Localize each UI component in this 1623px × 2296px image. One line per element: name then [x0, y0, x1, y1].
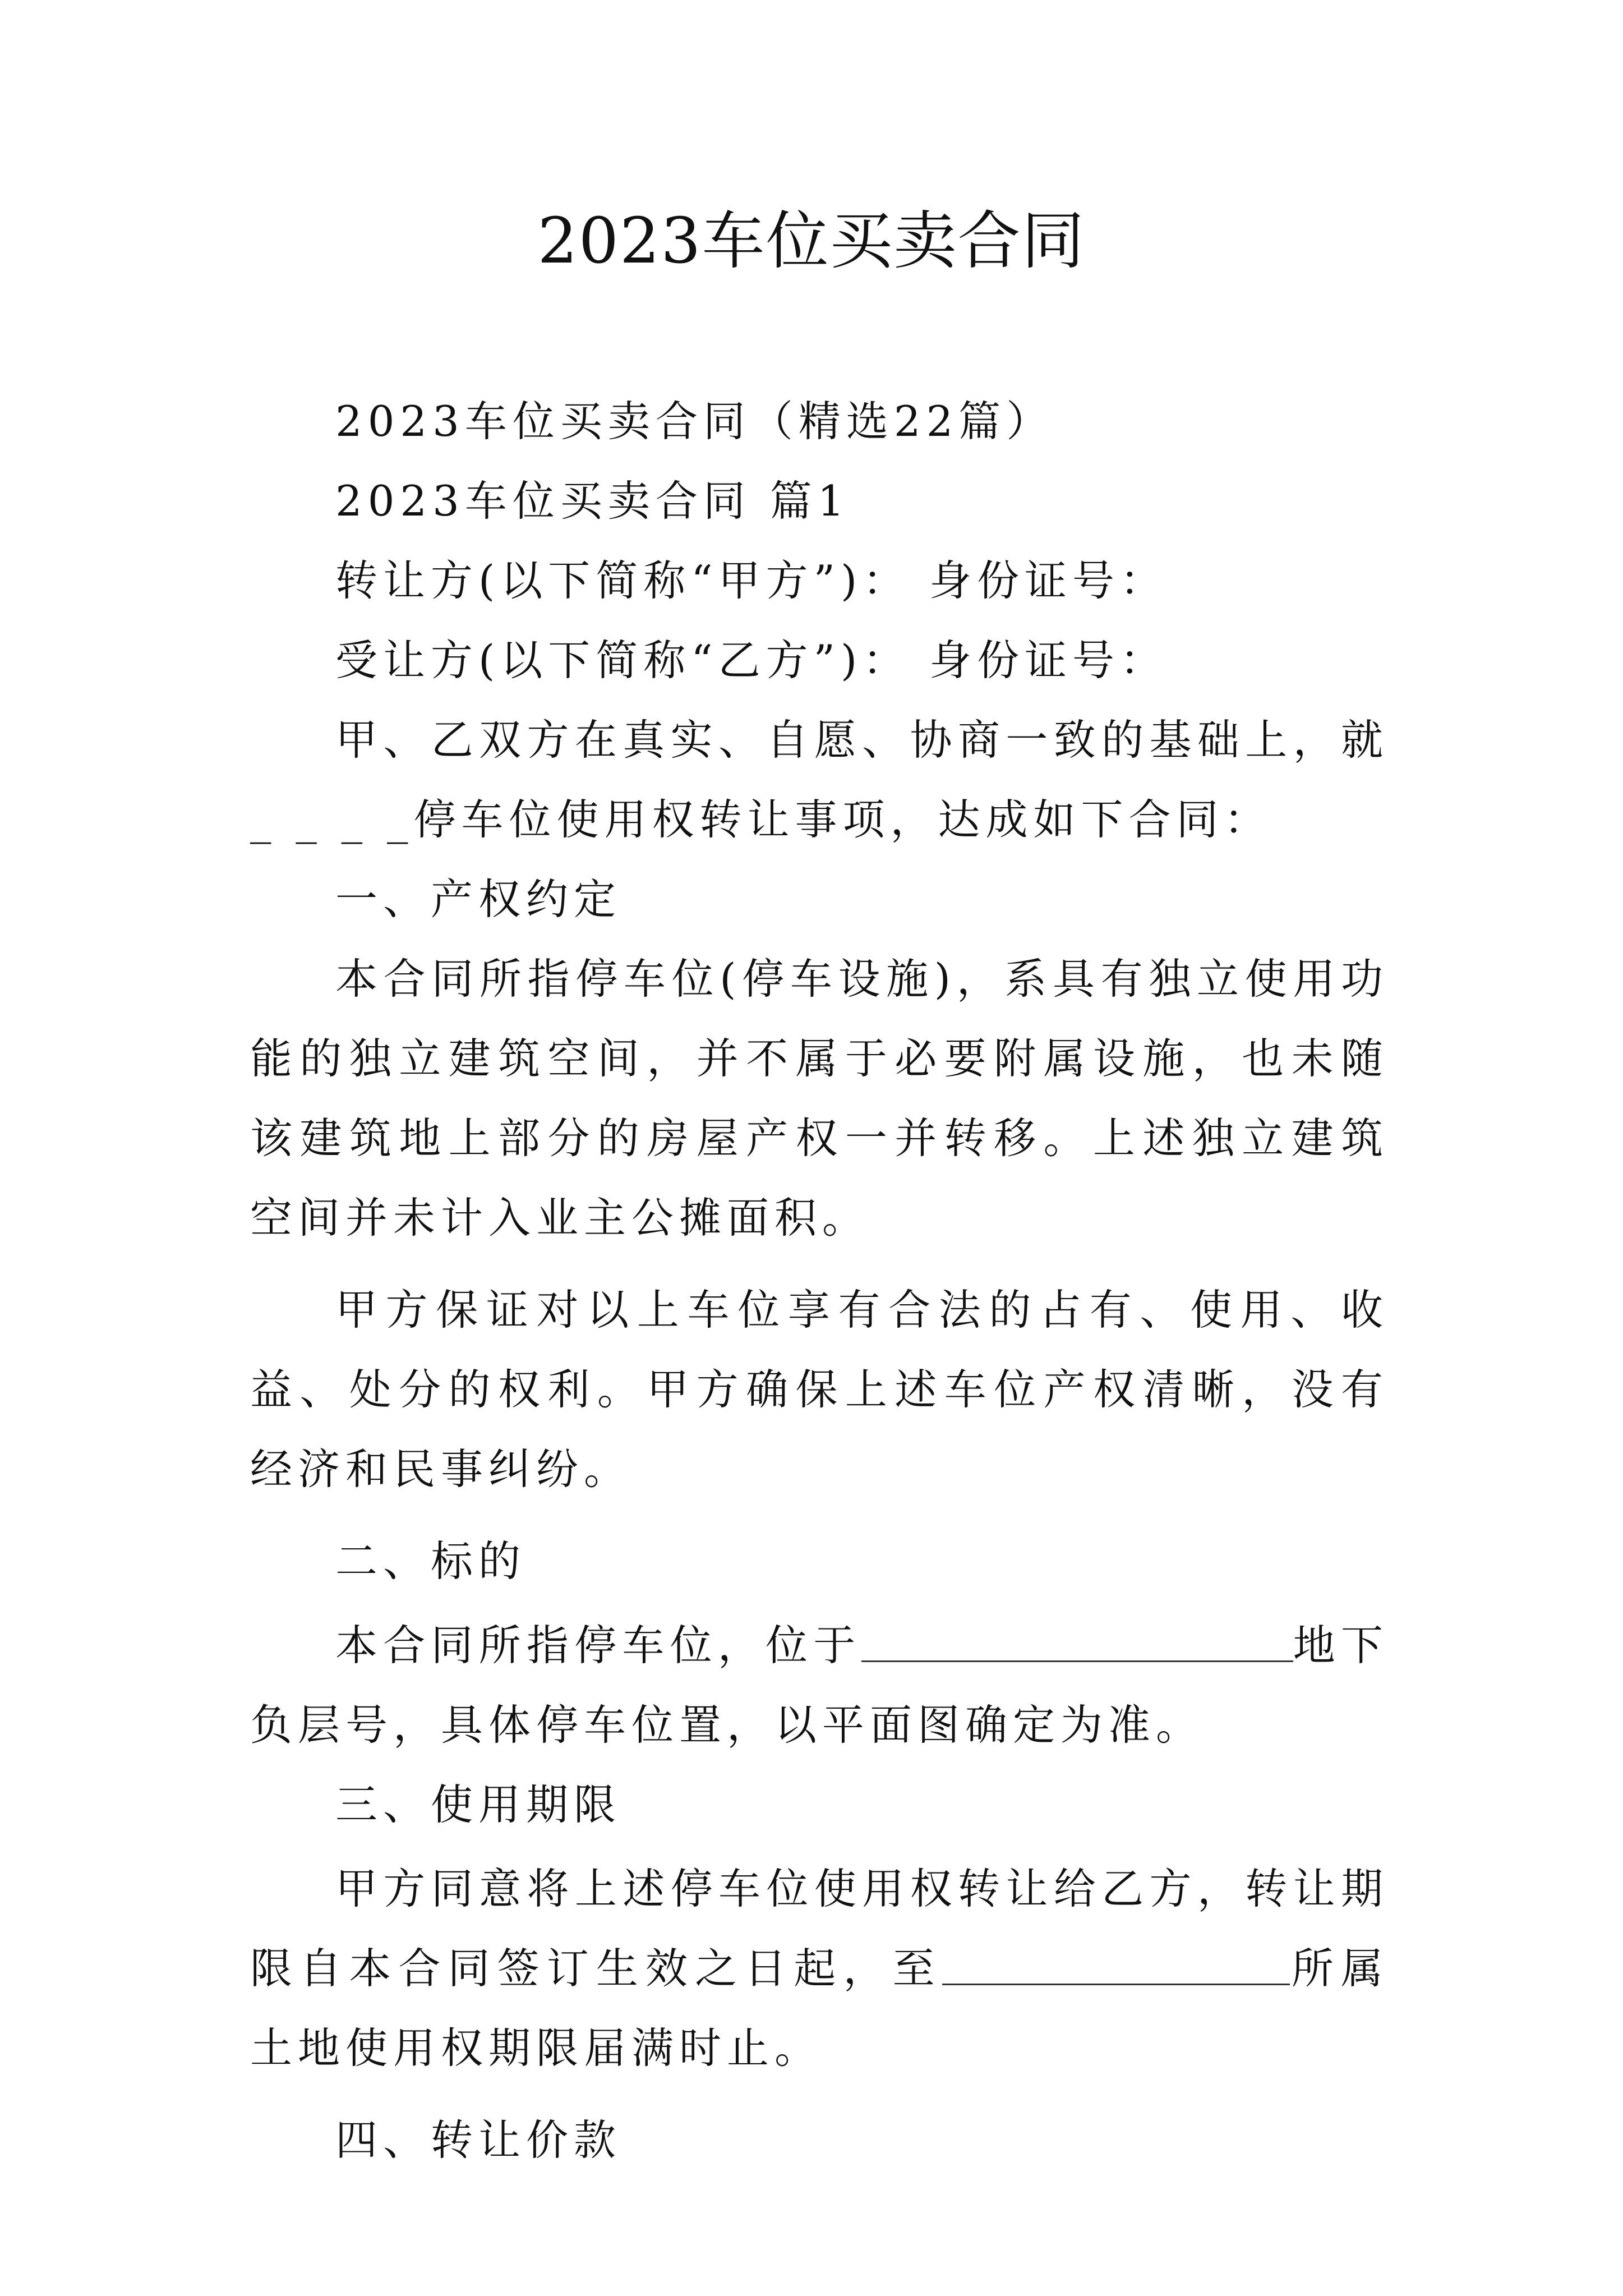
subject-paragraph	[250, 1605, 1389, 1765]
subject-text-2: 地下负层号，具体停车位置，以平面图确定为准。	[250, 1621, 1389, 1750]
transferor-line: 转让方(以下简称“甲方”)： 身份证号：	[335, 556, 1168, 605]
document-title: 2023车位买卖合同	[537, 205, 1086, 278]
clause-heading-price: 四、转让价款	[335, 2115, 622, 2165]
clause-heading-subject: 二、标的	[335, 1536, 527, 1586]
subject-text-1: 本合同所指停车位，位于	[335, 1621, 861, 1670]
contract-subtitle: 2023车位买卖合同（精选22篇）	[335, 397, 1054, 446]
document-body	[250, 381, 1389, 2180]
intro-paragraph: 甲、乙双方在真实、自愿、协商一致的基础上，就_ _ _ _停车位使用权转让事项，达成如下合同：	[250, 715, 1389, 844]
term-blank	[942, 1939, 1290, 1985]
term-text-1: 甲方同意将上述停车位使用权转让给乙方，转让期限自本合同签订生效之日起，至	[250, 1864, 1389, 1993]
ownership-paragraph-2: 甲方保证对以上车位享有合法的占有、使用、收益、处分的权利。甲方确保上述车位产权清晰，没有经济和民事纠纷。	[250, 1285, 1389, 1494]
term-text-2: 所属土地使用权期限届满时止。	[250, 1944, 1389, 2073]
location-blank	[861, 1616, 1293, 1662]
term-paragraph	[250, 1849, 1389, 2088]
section-heading-article-1: 2023车位买卖合同 篇1	[335, 476, 850, 526]
ownership-paragraph-1: 本合同所指停车位(停车设施)，系具有独立使用功能的独立建筑空间，并不属于必要附属设施，也未随该建筑地上部分的房屋产权一并转移。上述独立建筑空间并未计入业主公摊面积。	[250, 954, 1389, 1243]
clause-heading-term: 三、使用期限	[335, 1780, 622, 1829]
clause-heading-ownership: 一、产权约定	[335, 875, 622, 924]
transferee-line: 受让方(以下简称“乙方”)： 身份证号：	[335, 636, 1168, 685]
